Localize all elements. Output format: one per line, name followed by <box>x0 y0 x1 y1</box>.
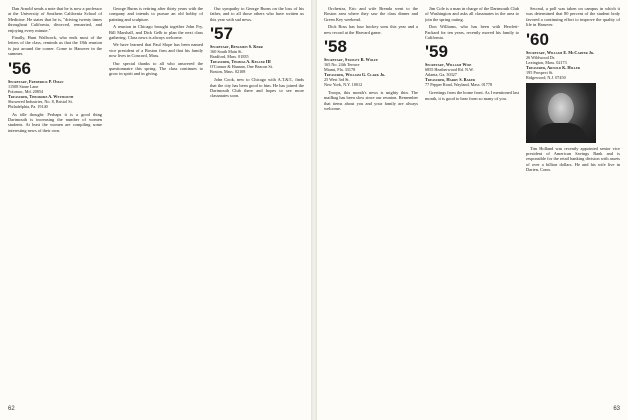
right-column-3 <box>526 6 620 394</box>
portrait-suit <box>534 123 588 143</box>
page-gutter <box>311 0 317 420</box>
paragraph: George Burns is retiring after thirty years with the company and intends to pursue an old hobby of painting and sculpture. <box>109 6 203 22</box>
portrait-face <box>548 93 574 125</box>
left-column-1 <box>8 6 102 394</box>
class-officers: Secretary, William E. McCarter Jr. 26 Wildwood Dr. Lexington, Mass. 02173 Treasurer, Arnold K. Hiller 195 Prospect St. Ridgewood, N.J. 07450 <box>526 49 595 80</box>
paragraph: John Cook, new to Chicago with A.T.&T., finds that the city has been good to him. He has joined the Dartmouth Club there and hopes to see more classmates soon. <box>210 77 304 99</box>
left-column-3 <box>210 6 304 394</box>
paragraph: Jim Cole is a man in charge of the Dartmouth Club of Washington and asks all classmates in the area to join the spring outing. <box>425 6 519 22</box>
paragraph: Troops, this month's news is mighty thin. The mailbag has been slow since our reunion. Remember that items about you and your family are always welcome. <box>324 90 418 112</box>
right-column-2 <box>425 6 519 394</box>
paragraph: Dan Arnold sends a note that he is now a professor at the University of Southern California School of Medicine. He states that he is, "driving twenty times throughout California, divorced, remarried, and enjoying every minute." <box>8 6 102 33</box>
class-officers: Secretary, William Wise 6855 Heatherwood Rd. N.W. Atlanta, Ga. 30327 Treasurer, Harry S. Baker 77 Pepper Road, Wayland, Mass. 01778 <box>425 62 493 88</box>
right-page <box>318 0 628 420</box>
class-officers: Secretary, Stanley R. Wolfe 165 No. 24th Terrace Miami, Fla. 33178 Treasurer, William G. Clark Jr. 25 West 3rd St. New York, N.Y. 10012 <box>324 57 386 88</box>
paragraph: Greetings from the home front. As I mentioned last month, it is good to hear from so many of you. <box>425 90 519 101</box>
paragraph: Our sympathy to George Burns on the loss of his father, and to all those others who have written us this year with sad news. <box>210 6 304 22</box>
class-officers: Secretary, Frederick P. Oman 11508 Stone Lane Potomac, Md. 20854 Treasurer, Theodore A. Weymouth Showered Industries, No. 8, Bristol St. Philadelphia, Pa. 19140 <box>8 78 74 109</box>
paragraph: As idle thought: Perhaps it is a good thing Dartmouth is increasing the number of women students. At least the women are compiling some interesting news of their own. <box>8 111 102 133</box>
class-year-heading: '57 <box>210 24 233 44</box>
paragraph: Tim Holland was recently appointed senior vice president of American Savings Bank and is responsible for the retail banking division with assets of over a billion dollars. He and his wife live in Darien, Conn. <box>526 145 620 173</box>
paragraph: We have learned that Paul Slope has been named vice president of a Boston firm and that his family now lives in Concord, Mass. <box>109 42 203 59</box>
paragraph: Orchestra, Eric and wife Brenda went to the Boston area where they saw the class dinner and Green Key weekend. <box>324 6 418 22</box>
class-officers: Secretary, Benjamin S. Kerr 160 South Main St. Bradford, Mass. 01835 Treasurer, Thomas A. Keller III O'Connor & Hannan, One Beacon St. Boston, Mass. 02108 <box>210 44 273 75</box>
left-page <box>0 0 310 420</box>
left-column-2 <box>109 6 203 394</box>
classmate-portrait-photo <box>526 83 596 143</box>
paragraph: Dick Ross has four hockey sons this year and a new record at the Harvard game. <box>324 24 418 35</box>
class-year-heading: '58 <box>324 37 347 57</box>
paragraph: Our special thanks to all who answered the questionnaire this spring. The class continues to grow in spirit and in giving. <box>109 60 203 77</box>
paragraph: Don Williams, who has been with Hewlett-Packard for ten years, recently moved his family to California. <box>425 24 519 41</box>
page-number: 62 <box>8 406 15 412</box>
paragraph: Finally, Hunt Wallwork, who ends most of the letters of the class, reminds us that the 18th reunion is just around the corner. Come to Hanover in the summer. <box>8 35 102 57</box>
paragraph: Second, a poll was taken on campus in which it was determined that 80 percent of the student body favored a continuing effort to improve the quality of life in Hanover. <box>526 6 620 28</box>
class-year-heading: '59 <box>425 42 448 62</box>
class-year-heading: '60 <box>526 29 549 49</box>
page-number: 63 <box>613 406 620 412</box>
right-column-1 <box>324 6 418 394</box>
class-year-heading: '56 <box>8 58 31 78</box>
paragraph: A reunion in Chicago brought together John Fry, Bill Marshall, and Dick Gelb to plan the next class gathering. Class news is always welcome. <box>109 24 203 41</box>
